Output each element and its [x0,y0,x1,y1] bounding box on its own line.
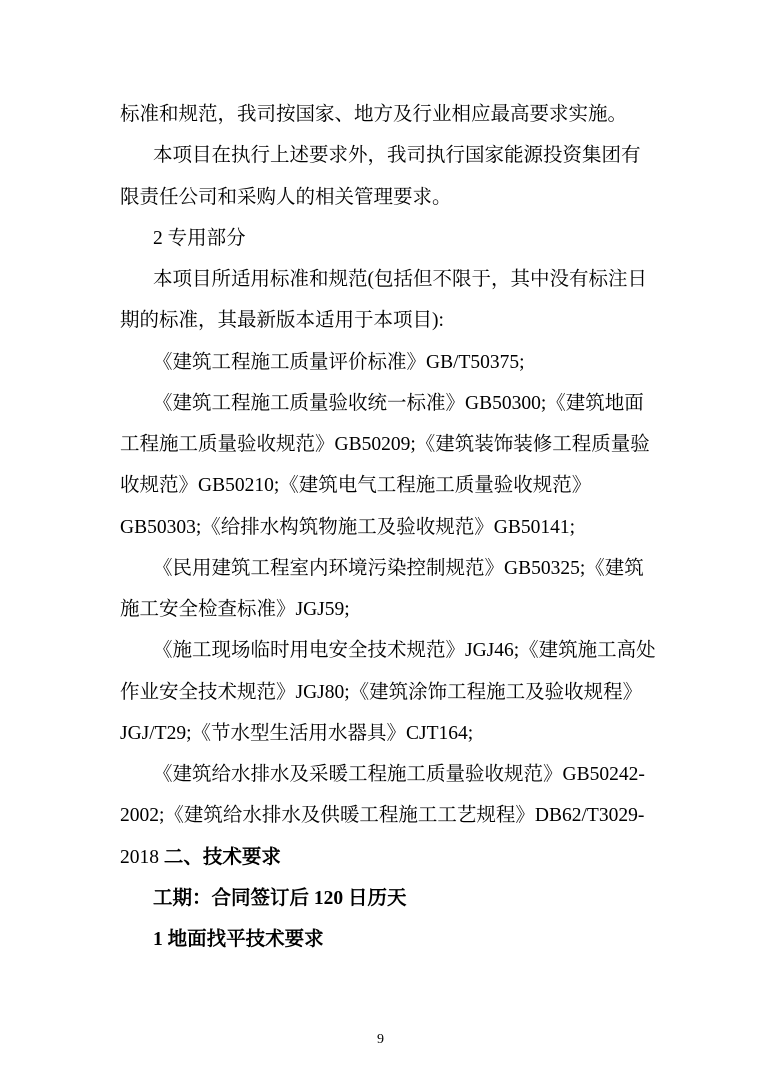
body-text: JGJ/T29;《节水型生活用水器具》CJT164; [120,722,474,744]
body-text: 2 专用部分 [153,227,246,249]
body-text: 施工安全检查标准》JGJ59; [120,599,350,620]
body-text: 工程施工质量验收规范》GB50209;《建筑装饰装修工程质量验 [120,434,650,455]
text-line [120,713,646,754]
heading-text: 工期：合同签订后 120 日历天 [153,887,407,909]
body-text: 本项目在执行上述要求外，我司执行国家能源投资集团有 [153,145,641,167]
text-line [120,342,646,383]
body-text: GB50303;《给排水构筑物施工及验收规范》GB50141; [120,516,576,538]
heading-text: 1 地面找平技术要求 [153,929,324,950]
text-line [120,919,646,960]
body-text: 《建筑工程施工质量评价标准》GB/T50375; [153,351,525,373]
page-number: 9 [377,1032,384,1047]
body-text: 2002;《建筑给水排水及供暖工程施工工艺规程》DB62/T3029- [120,805,645,827]
body-text: 《建筑工程施工质量验收统一标准》GB50300;《建筑地面 [153,392,644,414]
text-line [120,218,646,259]
text-line [120,424,650,465]
body-text: 标准和规范，我司按国家、地方及行业相应最高要求实施。 [120,104,628,125]
text-line [120,135,646,176]
body-text: 限责任公司和采购人的相关管理要求。 [120,186,452,208]
text-line [120,383,646,424]
body-text: 《建筑给水排水及采暖工程施工质量验收规范》GB50242- [153,764,645,785]
text-line [120,259,646,300]
text-line [120,465,646,506]
body-text: 本项目所适用标准和规范(包括但不限于，其中没有标注日 [153,269,647,290]
text-line [120,754,646,795]
body-text: 作业安全技术规范》JGJ80;《建筑涂饰工程施工及验收规程》 [120,681,643,703]
body-text: 《施工现场临时用电安全技术规范》JGJ46;《建筑施工高处 [153,640,656,662]
text-block [120,94,656,960]
text-line [120,837,646,878]
body-text: 收规范》GB50210;《建筑电气工程施工质量验收规范》 [120,475,592,497]
page-footer [0,1031,761,1049]
text-line [120,94,646,135]
text-line [120,548,646,589]
text-line [120,589,646,630]
text-line [120,300,646,341]
body-text: 《民用建筑工程室内环境污染控制规范》GB50325;《建筑 [153,557,644,579]
text-line [120,630,656,671]
body-text: 期的标准，其最新版本适用于本项目): [120,310,444,332]
text-line [120,177,646,218]
text-line [120,878,646,919]
body-text: 2018 [120,846,164,868]
heading-text: 二、技术要求 [163,846,281,868]
text-line [120,672,646,713]
text-line [120,507,646,548]
text-line [120,795,646,836]
